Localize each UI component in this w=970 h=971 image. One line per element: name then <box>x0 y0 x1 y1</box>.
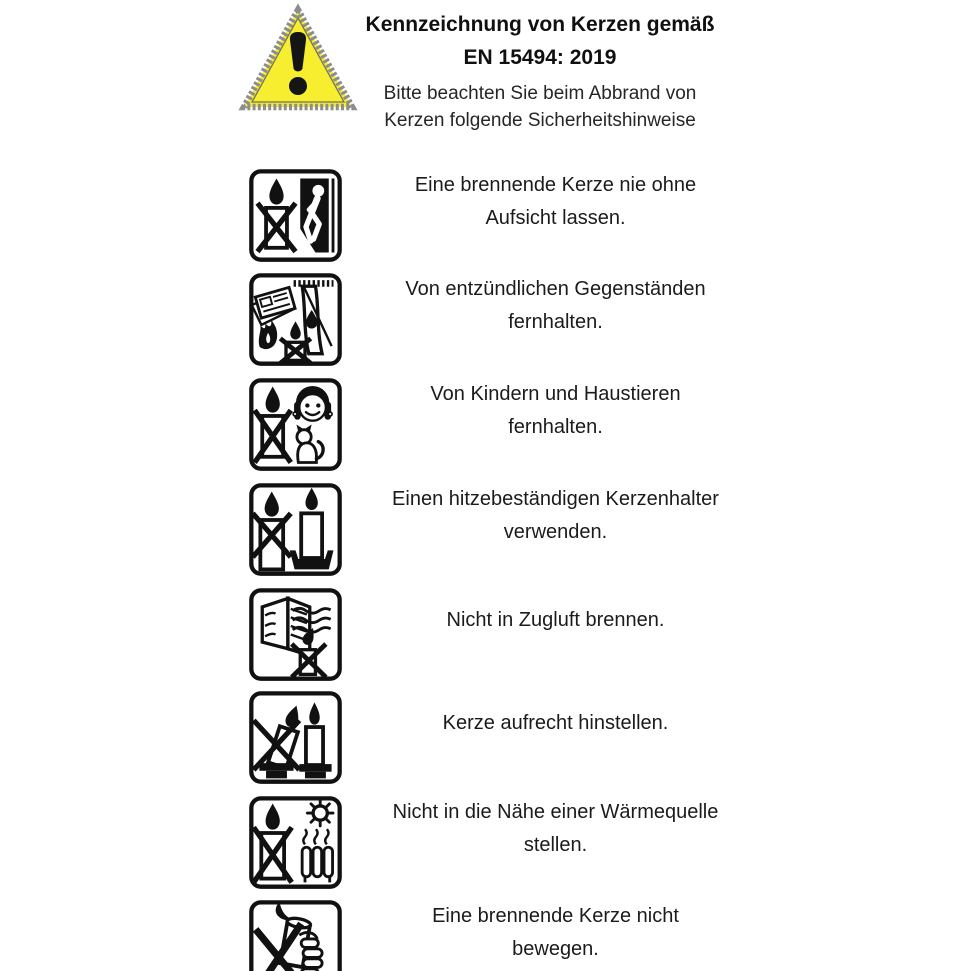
safety-text-line: Von Kindern und Haustieren <box>430 382 681 405</box>
safety-row-heat-source <box>248 795 760 890</box>
safety-text-line: bewegen. <box>512 937 599 960</box>
header-subtitle-line1: Bitte beachten Sie beim Abbrand von <box>383 83 697 104</box>
safety-text <box>353 483 758 549</box>
safety-text <box>353 378 758 444</box>
no-heat-source-icon <box>248 795 343 890</box>
safety-text <box>353 900 758 966</box>
heatproof-holder-icon <box>248 482 343 577</box>
safety-text-line: Einen hitzebeständigen Kerzenhalter <box>392 487 719 510</box>
safety-row-unattended <box>248 168 760 263</box>
safety-text-line: fernhalten. <box>508 310 603 333</box>
safety-text <box>353 707 758 740</box>
safety-text-line: Von entzündlichen Gegenständen <box>405 277 706 300</box>
safety-text <box>353 273 758 339</box>
safety-row-children-pets <box>248 377 760 472</box>
safety-text-line: Nicht in die Nähe einer Wärmequelle <box>392 800 719 823</box>
header <box>325 8 755 134</box>
upright-icon <box>248 690 343 785</box>
keep-from-flammables-icon <box>248 272 343 367</box>
safety-text <box>353 169 758 235</box>
safety-text-line: Eine brennende Kerze nicht <box>432 904 679 927</box>
safety-text-line: Nicht in Zugluft brennen. <box>446 609 665 631</box>
safety-row-do-not-move <box>248 899 760 971</box>
safety-text-line: fernhalten. <box>508 415 603 438</box>
safety-row-holder <box>248 482 760 577</box>
never-leave-unattended-icon <box>248 168 343 263</box>
safety-text-line: Kerze aufrecht hinstellen. <box>442 712 669 734</box>
no-draft-icon <box>248 587 343 682</box>
safety-text-line: Aufsicht lassen. <box>485 206 626 229</box>
page-title-line2: EN 15494: 2019 <box>463 46 617 69</box>
header-subtitle-line2: Kerzen folgende Sicherheitshinweise <box>384 109 696 131</box>
safety-row-flammables <box>248 272 760 367</box>
safety-row-draft <box>248 587 760 682</box>
do-not-move-icon <box>248 899 343 971</box>
page-title-line1: Kennzeichnung von Kerzen gemäß <box>365 13 715 36</box>
safety-text-line: verwenden. <box>503 520 608 543</box>
safety-row-upright <box>248 690 760 785</box>
safety-text-line: Eine brennende Kerze nie ohne <box>414 173 697 196</box>
safety-text-line: stellen. <box>523 833 588 856</box>
safety-text <box>353 796 758 862</box>
keep-from-children-pets-icon <box>248 377 343 472</box>
safety-text <box>353 604 758 637</box>
